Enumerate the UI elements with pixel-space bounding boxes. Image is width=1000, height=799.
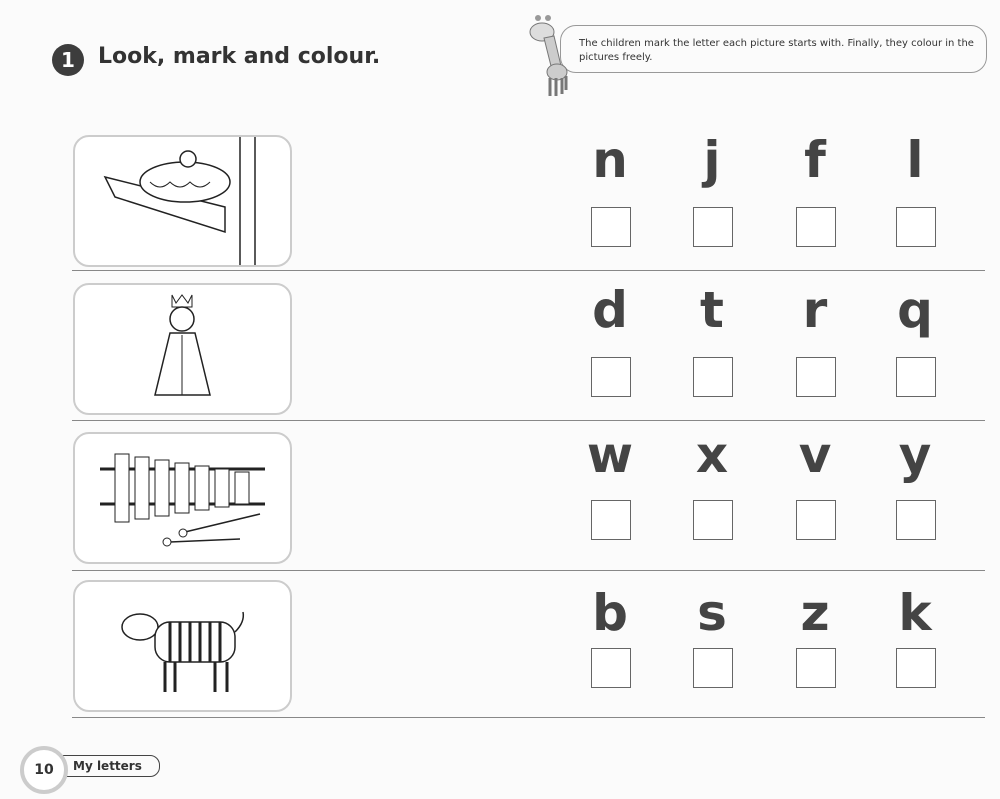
letter-option: f: [804, 131, 826, 189]
letter-option: j: [703, 131, 721, 189]
answer-checkbox[interactable]: [693, 500, 733, 540]
answer-checkbox[interactable]: [591, 500, 631, 540]
answer-checkbox[interactable]: [796, 357, 836, 397]
letter-option: v: [798, 426, 832, 484]
answer-checkbox[interactable]: [693, 357, 733, 397]
letter-option: s: [697, 584, 727, 642]
letter-option: n: [592, 131, 628, 189]
exercise-number: 1: [52, 44, 84, 76]
xylophone-picture: [73, 432, 292, 564]
answer-checkbox[interactable]: [896, 357, 936, 397]
page-number: 10: [20, 746, 68, 794]
letter-option: l: [906, 131, 924, 189]
letter-option: q: [897, 281, 933, 339]
letter-option: w: [586, 426, 634, 484]
letter-option: x: [695, 426, 729, 484]
answer-checkbox[interactable]: [591, 207, 631, 247]
answer-checkbox[interactable]: [693, 207, 733, 247]
queen-icon: [75, 285, 290, 413]
letter-option: k: [898, 584, 932, 642]
answer-checkbox[interactable]: [591, 648, 631, 688]
letter-option: z: [800, 584, 830, 642]
xylophone-icon: [75, 434, 290, 562]
teacher-note: [560, 25, 987, 73]
zebra-picture: [73, 580, 292, 712]
letter-option: t: [700, 281, 724, 339]
row-divider: [72, 717, 985, 718]
answer-checkbox[interactable]: [591, 357, 631, 397]
queen-picture: [73, 283, 292, 415]
answer-checkbox[interactable]: [896, 648, 936, 688]
answer-checkbox[interactable]: [796, 500, 836, 540]
answer-checkbox[interactable]: [896, 207, 936, 247]
nest-icon: [75, 137, 290, 265]
giraffe-icon: [522, 10, 577, 100]
letter-option: d: [592, 281, 628, 339]
zebra-icon: [75, 582, 290, 710]
letter-option: y: [898, 426, 932, 484]
section-label: My letters: [58, 755, 160, 777]
letter-option: b: [592, 584, 628, 642]
teacher-note-text: The children mark the letter each picture starts with. Finally, they colour in the pictures freely.: [579, 38, 974, 63]
letter-option: r: [802, 281, 828, 339]
answer-checkbox[interactable]: [693, 648, 733, 688]
row-divider: [72, 270, 985, 271]
exercise-title: Look, mark and colour.: [98, 44, 381, 69]
nest-picture: [73, 135, 292, 267]
answer-checkbox[interactable]: [796, 207, 836, 247]
row-divider: [72, 420, 985, 421]
row-divider: [72, 570, 985, 571]
answer-checkbox[interactable]: [896, 500, 936, 540]
answer-checkbox[interactable]: [796, 648, 836, 688]
